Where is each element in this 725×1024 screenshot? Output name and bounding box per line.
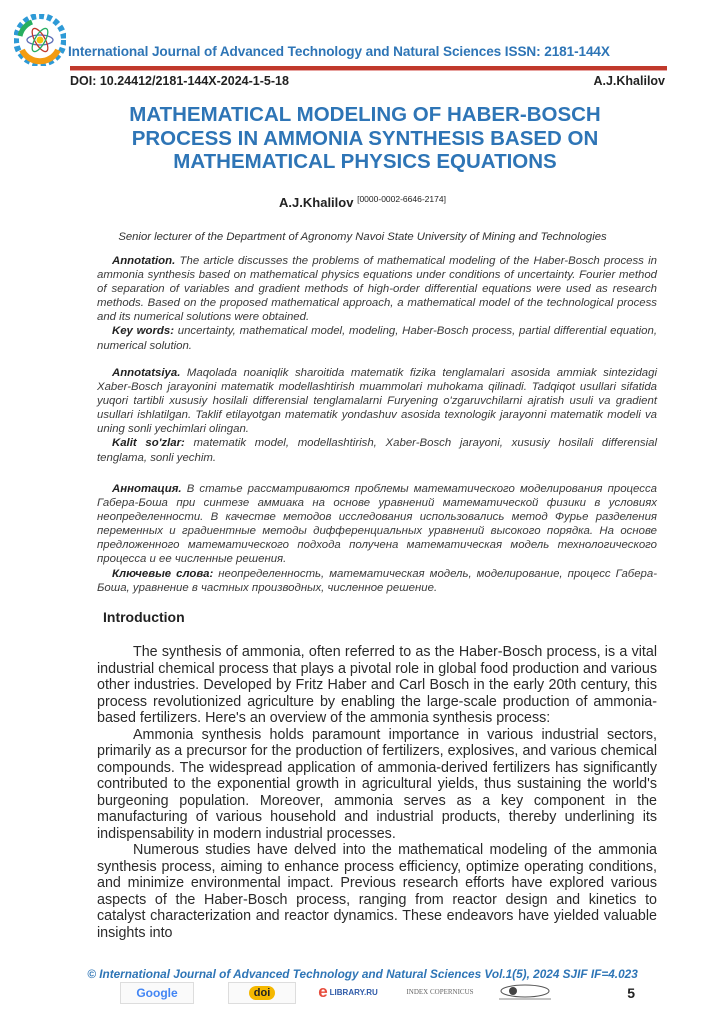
elibrary-badge[interactable] (308, 982, 388, 1002)
keywords-label: Kalit so'zlar: (112, 437, 185, 450)
keywords-paragraph (97, 567, 657, 595)
abstract-label: Annotatsiya. (112, 367, 181, 379)
abstract-label: Аннотация. (112, 483, 182, 495)
body-paragraph: The synthesis of ammonia, often referred to as the Haber-Bosch process, is a vital industrial chemical process that plays a pivotal role in global food production and various other industries. Developed by Fritz Haber and Carl Bosch in the early 20th century, this process revolutionized agriculture by enabling the large-scale production of ammonia-based fertilizers. Here's an overview of the ammonia synthesis process: (97, 644, 657, 726)
index-copernicus-badge[interactable] (398, 982, 482, 1002)
doi-logo-icon: doi (249, 986, 276, 1000)
orcid-id[interactable]: [0000-0002-6646-2174] (357, 194, 446, 204)
page-number: 5 (627, 985, 635, 1001)
journal-title: International Journal of Advanced Technology and Natural Sciences ISSN: 2181-144X (68, 44, 610, 59)
doi-link[interactable]: DOI: 10.24412/2181-144X-2024-1-5-18 (70, 74, 289, 88)
footer-citation: © International Journal of Advanced Technology and Natural Sciences Vol.1(5), 2024 SJIF IF=4.023 (87, 967, 638, 981)
journal-logo-icon (14, 14, 66, 66)
keywords-paragraph (97, 324, 657, 352)
keywords-label: Ключевые слова: (112, 567, 214, 580)
header-divider (70, 66, 667, 71)
section-heading-introduction: Introduction (103, 609, 185, 625)
index-copernicus-label: INDEX COPERNICUS (406, 988, 474, 996)
abstract-paragraph (97, 366, 657, 436)
introduction-body (97, 644, 657, 941)
article-title: MATHEMATICAL MODELING OF HABER-BOSCH PROCESS IN AMMONIA SYNTHESIS BASED ON MATHEMATICAL PHYSICS EQUATIONS (129, 103, 601, 173)
abstract-text: The article discusses the problems of mathematical modeling of the Haber-Bosch process in ammonia synthesis based on mathematical physics equations under conditions of uncertainty. Fourier method of separation of variables and gradient methods of high-order differential equations were used as research methods. Based on the proposed mathematical approach, a mathematical model of the technological process and its numerical solutions were obtained. (97, 255, 657, 324)
google-logo-icon: Google (136, 986, 178, 1000)
abstract-label: Annotation. (112, 255, 176, 267)
indexing-logo-badge[interactable] (490, 982, 560, 1002)
keywords-text: matematik model, modellashtirish, Xaber-Bosch jarayoni, xususiy hosilali differensial tenglama, sonli yechim. (97, 437, 657, 464)
author-affiliation: Senior lecturer of the Department of Agronomy Navoi State University of Mining and Technologies (118, 231, 607, 243)
indexing-logo-icon (495, 983, 555, 1001)
abstract-paragraph (97, 254, 657, 324)
keywords-paragraph (97, 436, 657, 464)
keywords-label: Key words: (112, 325, 174, 338)
author-name: A.J.Khalilov (279, 195, 354, 210)
abstract-text: Maqolada noaniqlik sharoitida matematik fizika tenglamalari asosida ammiak sintezidagi Xaber-Bosch jarayonini matematik modellashtirish muammolari muhokama qilinadi. Tadqiqot usullari sifatida yuqori tartibli xususiy hosilali differensial tenglamalarni Furyening o'zgaruvchilarni ajratish usuli va gradient usullari ishlatilgan. Taklif etilayotgan matematik yondashuv asosida texnologik jarayonni matematik modeli va uning sonli yechimlari olingan. (97, 367, 657, 436)
abstract-paragraph (97, 482, 657, 567)
google-scholar-badge[interactable] (120, 982, 194, 1004)
body-paragraph: Ammonia synthesis holds paramount importance in various industrial sectors, primarily as a precursor for the production of fertilizers, explosives, and various chemical compounds. The widespread application of ammonia-derived fertilizers has significantly contributed to the exponential growth in agricultural yields, thus sustaining the world's burgeoning population. Moreover, ammonia serves as a key component in the manufacturing of various household and industrial products, thereby underlining its indispensability in modern industrial processes. (97, 726, 657, 842)
body-paragraph: Numerous studies have delved into the mathematical modeling of the ammonia synthesis process, aiming to enhance process efficiency, optimize operating conditions, and minimize environmental impact. Previous research efforts have explored various aspects of the Haber-Bosch process, ranging from reactor design and kinetics to catalyst characterization and reactor dynamics. These endeavors have yielded valuable insights into (97, 842, 657, 941)
abstract-uzbek (97, 366, 657, 465)
doi-badge[interactable] (228, 982, 296, 1004)
elibrary-e-icon: e (318, 982, 328, 1001)
abstract-text: В статье рассматриваются проблемы математического моделирования процесса Габера-Боша при синтезе аммиака на основе уравнений математической физики в условиях неопределенности. В качестве методов исследования использовались метод Фурье разделения переменных и градиентные методы дифференциальных уравнений высокого порядка. На основе предложенного математического подхода получена математическая модель технологического процесса и ее численные решения. (97, 483, 657, 566)
abstract-english (97, 254, 657, 353)
author-line (0, 194, 725, 210)
keywords-text: неопределенность, математическая модель, моделирование, процесс Габера-Боша, уравнение в частных производных, численное решение. (97, 567, 657, 594)
running-author: A.J.Khalilov (593, 74, 665, 88)
abstract-russian (97, 482, 657, 595)
keywords-text: uncertainty, mathematical model, modeling, Haber-Bosch process, partial differential equation, numerical solution. (97, 325, 657, 352)
elibrary-label: LIBRARY.RU (329, 987, 378, 997)
